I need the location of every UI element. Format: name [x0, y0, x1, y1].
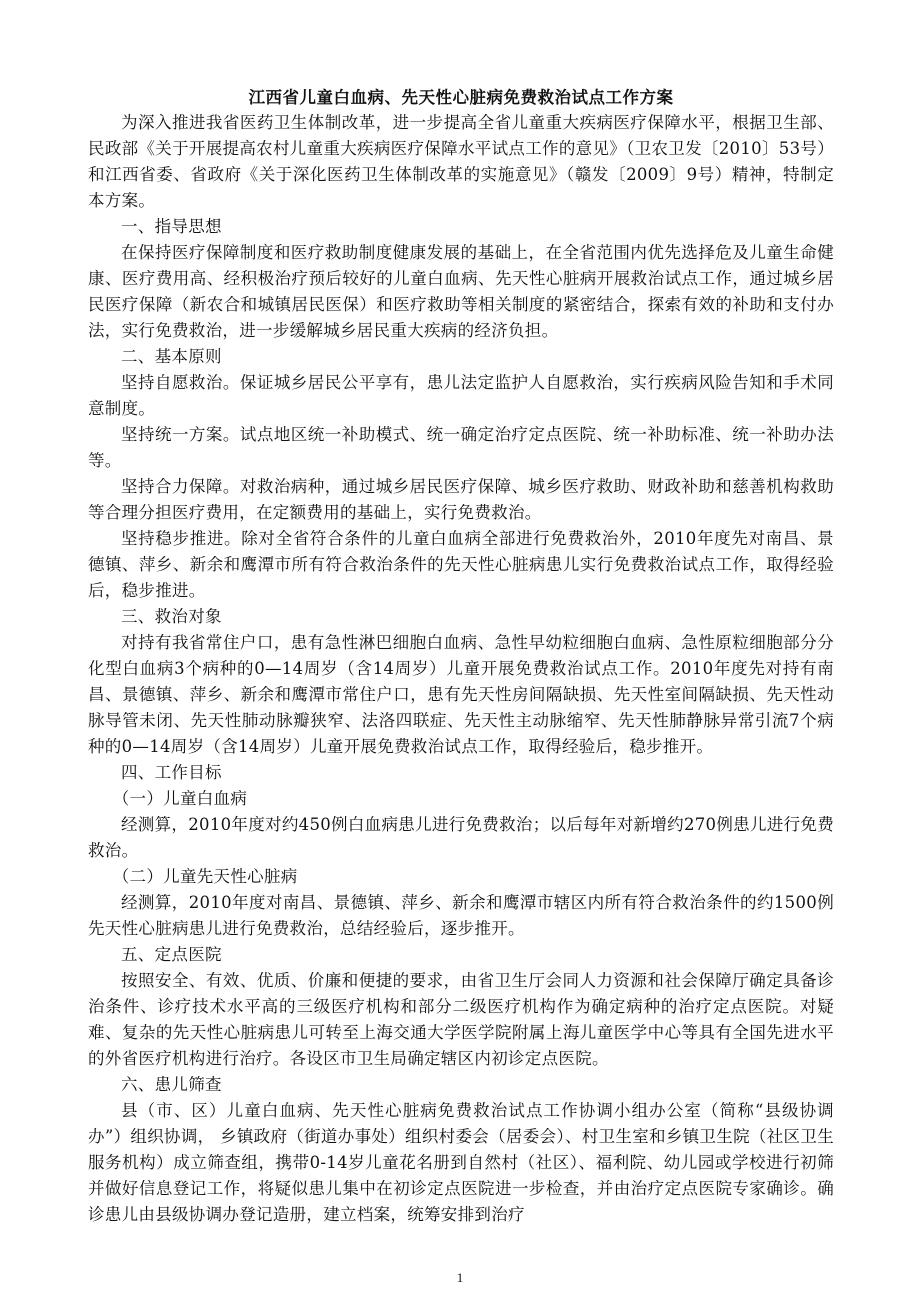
subheading-congenital-heart: （二）儿童先天性心脏病 — [112, 867, 298, 886]
paragraph-principle-voluntary: 坚持自愿救治。保证城乡居民公平享有，患儿法定监护人自愿救治，实行疾病风险告知和手术同意制度。 — [88, 373, 834, 418]
paragraph-treatment-targets: 对持有我省常住户口，患有急性淋巴细胞白血病、急性早幼粒细胞白血病、急性原粒细胞部分分化型白血病3个病种的0—14周岁（含14周岁）儿童开展免费救治试点工作。2010年度先对持有南昌、景德镇、萍乡、新余和鹰潭市常住户口，患有先天性房间隔缺损、先天性室间隔缺损、先天性动脉导管未闭、先天性肺动脉瓣狭窄、法洛四联症、先天性主动脉缩窄、先天性肺静脉异常引流7个病种的0—14周岁（含14周岁）儿童开展免费救治试点工作，取得经验后，稳步推开。 — [88, 633, 834, 756]
section-heading-basic-principles: 二、基本原则 — [121, 347, 222, 366]
subheading-leukemia: （一）儿童白血病 — [112, 789, 248, 808]
intro-paragraph: 为深入推进我省医药卫生体制改革，进一步提高全省儿童重大疾病医疗保障水平，根据卫生部、民政部《关于开展提高农村儿童重大疾病医疗保障水平试点工作的意见》（卫农卫发〔2010〕53号）和江西省委、省政府《关于深化医药卫生体制改革的实施意见》（赣发〔2009〕9号）精神，特制定本方案。 — [88, 113, 834, 210]
paragraph-congenital-heart-goal: 经测算，2010年度对南昌、景德镇、萍乡、新余和鹰潭市辖区内所有符合救治条件的约1500例先天性心脏病患儿进行免费救治，总结经验后，逐步推开。 — [88, 893, 834, 938]
section-heading-designated-hospitals: 五、定点医院 — [121, 945, 222, 964]
paragraph-guiding-ideology: 在保持医疗保障制度和医疗救助制度健康发展的基础上，在全省范围内优先选择危及儿童生命健康、医疗费用高、经积极治疗预后较好的儿童白血病、先天性心脏病开展救治试点工作，通过城乡居民医疗保障（新农合和城镇居民医保）和医疗救助等相关制度的紧密结合，探索有效的补助和支付办法，实行免费救治，进一步缓解城乡居民重大疾病的经济负担。 — [88, 243, 834, 340]
section-heading-treatment-targets: 三、救治对象 — [121, 607, 222, 626]
section-heading-work-goals: 四、工作目标 — [121, 763, 222, 782]
section-heading-guiding-ideology: 一、指导思想 — [121, 217, 222, 236]
paragraph-principle-joint: 坚持合力保障。对救治病种，通过城乡居民医疗保障、城乡医疗救助、财政补助和慈善机构救助等合理分担医疗费用，在定额费用的基础上，实行免费救治。 — [88, 477, 834, 522]
paragraph-designated-hospitals: 按照安全、有效、优质、价廉和便捷的要求，由省卫生厅会同人力资源和社会保障厅确定具备诊治条件、诊疗技术水平高的三级医疗机构和部分二级医疗机构作为确定病种的治疗定点医院。对疑难、复杂的先天性心脏病患儿可转至上海交通大学医学院附属上海儿童医学中心等具有全国先进水平的外省医疗机构进行治疗。各设区市卫生局确定辖区内初诊定点医院。 — [88, 971, 834, 1068]
document-title: 江西省儿童白血病、先天性心脏病免费救治试点工作方案 — [248, 88, 674, 107]
page-number: 1 — [456, 1270, 464, 1285]
paragraph-principle-unified: 坚持统一方案。试点地区统一补助模式、统一确定治疗定点医院、统一补助标准、统一补助办法等。 — [88, 425, 834, 470]
document-body — [88, 86, 834, 1228]
paragraph-principle-steady: 坚持稳步推进。除对全省符合条件的儿童白血病全部进行免费救治外，2010年度先对南昌、景德镇、萍乡、新余和鹰潭市所有符合救治条件的先天性心脏病患儿实行免费救治试点工作，取得经验后，稳步推进。 — [88, 529, 834, 600]
paragraph-screening: 县（市、区）儿童白血病、先天性心脏病免费救治试点工作协调小组办公室（简称“县级协调办”）组织协调， 乡镇政府（街道办事处）组织村委会（居委会）、村卫生室和乡镇卫生院（社区卫生服务机构）成立筛查组，携带0-14岁儿童花名册到自然村（社区）、福利院、幼儿园或学校进行初筛并做好信息登记工作，将疑似患儿集中在初诊定点医院进一步检查，并由治疗定点医院专家确诊。确诊患儿由县级协调办登记造册，建立档案，统筹安排到治疗 — [88, 1101, 834, 1224]
paragraph-leukemia-goal: 经测算，2010年度对约450例白血病患儿进行免费救治；以后每年对新增约270例患儿进行免费救治。 — [88, 815, 834, 860]
section-heading-screening: 六、患儿筛查 — [121, 1075, 222, 1094]
